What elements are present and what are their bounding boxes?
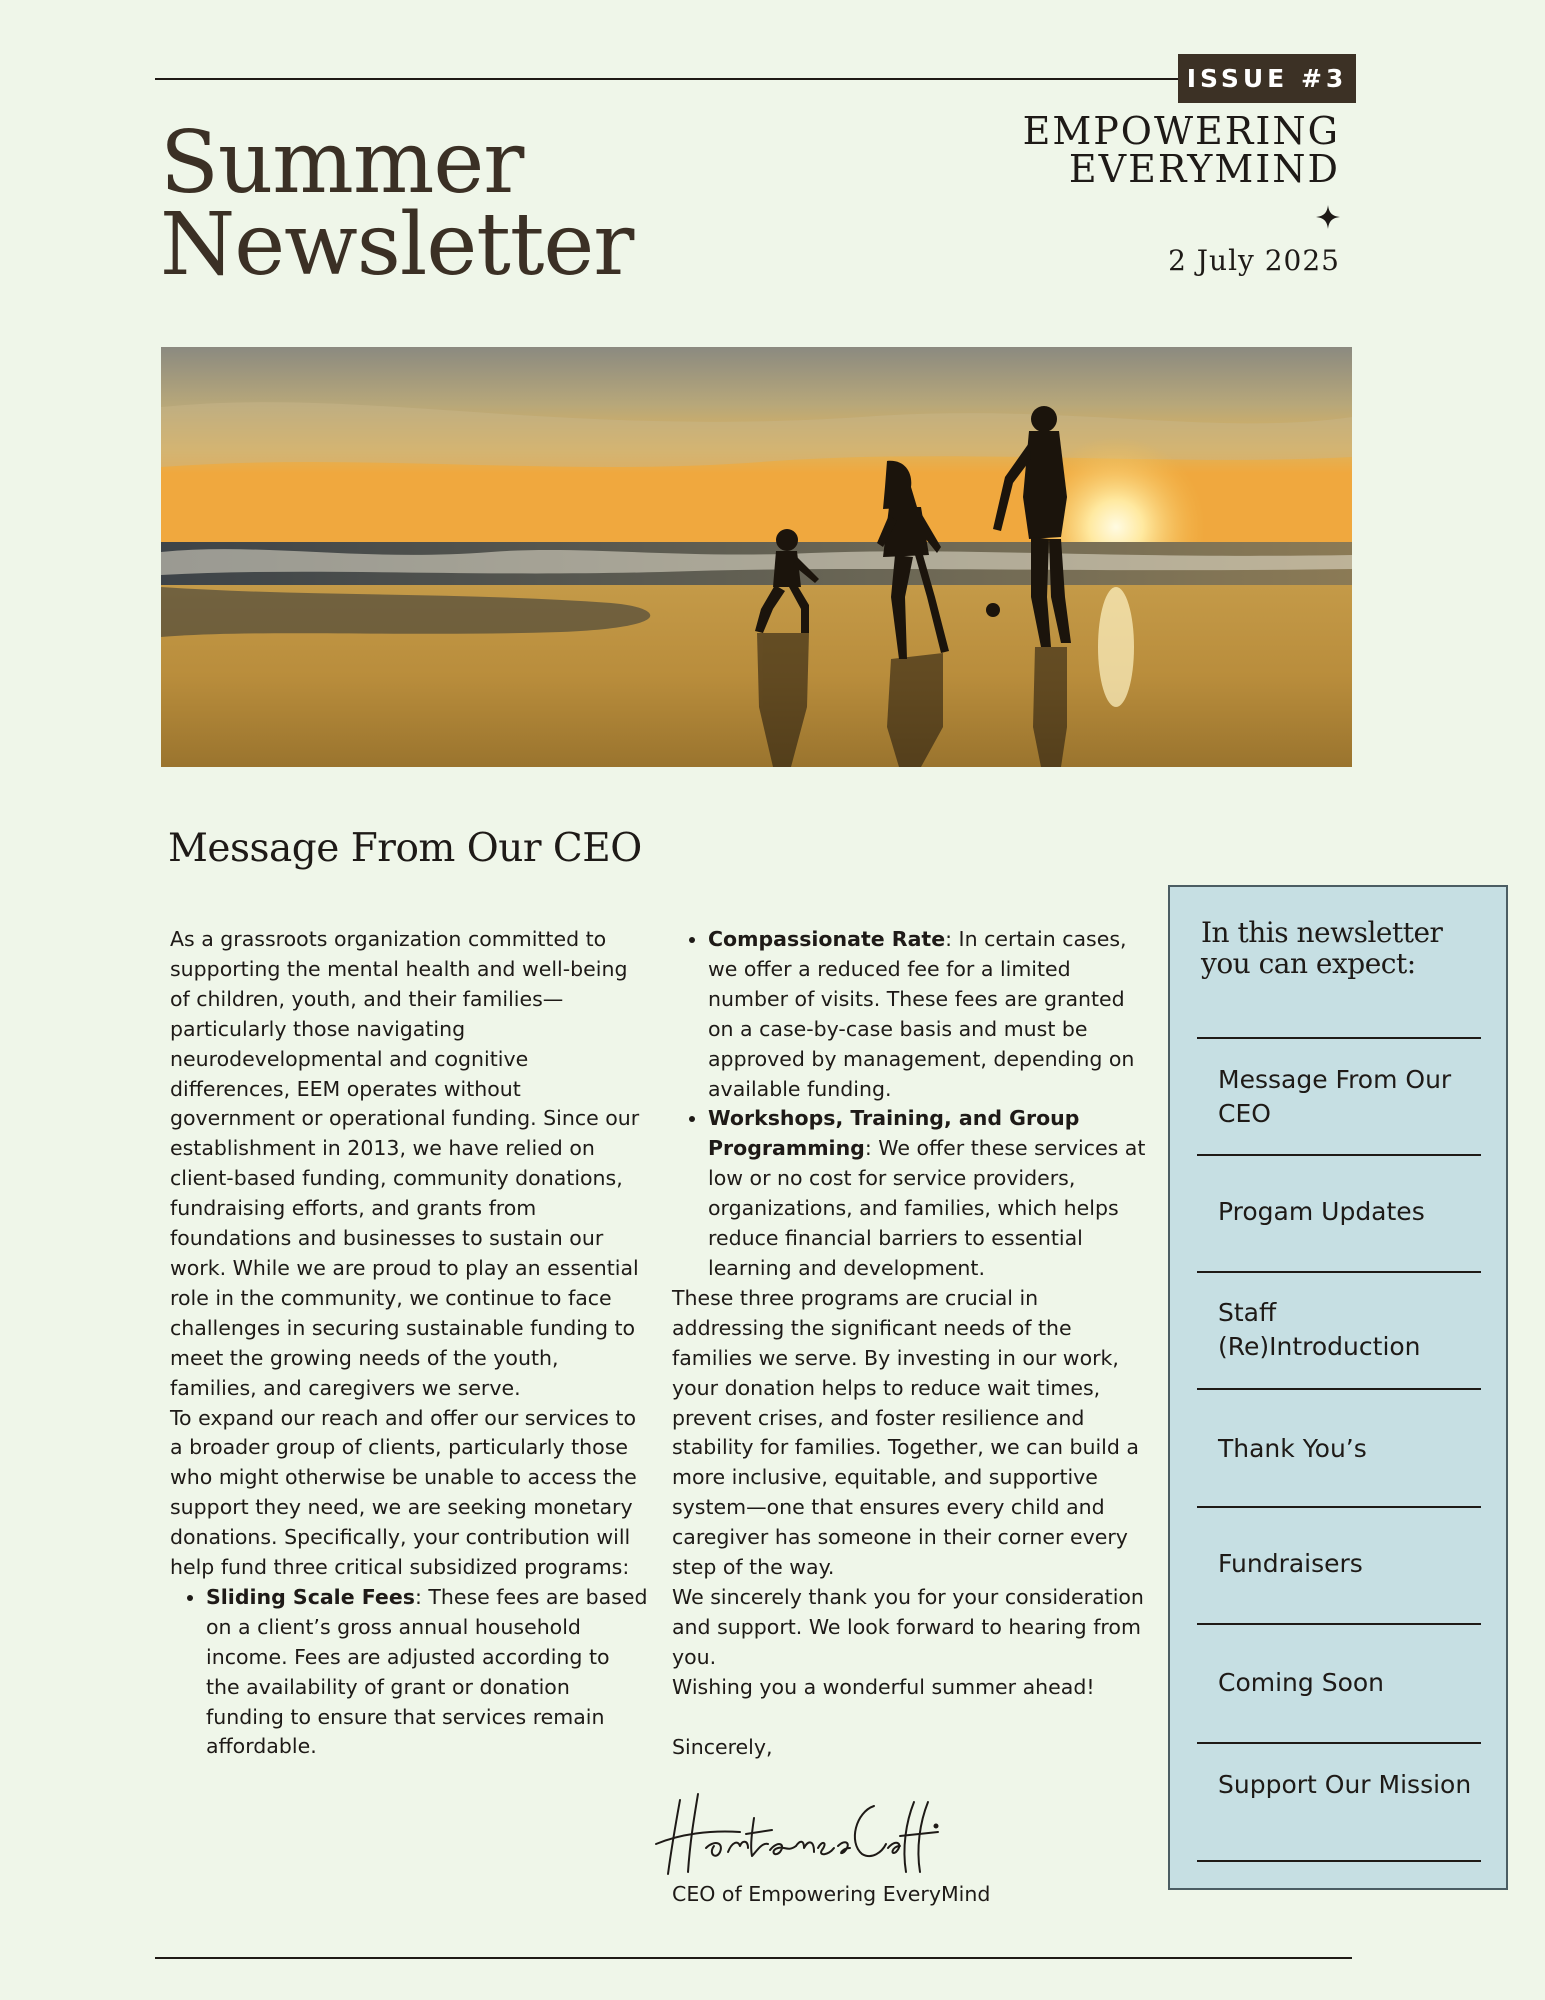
paragraph: We sincerely thank you for your consideration and support. We look forward to hearing from you. bbox=[672, 1584, 1144, 1669]
closing: Sincerely, bbox=[672, 1734, 773, 1759]
handwritten-signature bbox=[650, 1782, 940, 1882]
newsletter-contents-sidebar bbox=[1168, 885, 1508, 1890]
org-name-line-2: EVERYMIND bbox=[1068, 147, 1340, 191]
paragraph: Wishing you a wonderful summer ahead! bbox=[672, 1674, 1095, 1699]
program-list bbox=[672, 925, 1150, 1284]
program-description: : We offer these services at low or no cost for service providers, organizations, and families, which helps reduce financial barriers to essential learning and development. bbox=[708, 1136, 1146, 1280]
paragraph: As a grassroots organization committed to supporting the mental health and well-being of children, youth, and their families—particularly those navigating neurodevelopmental and cognitive differences, EEM operates without government or operational funding. Since our establishment in 2013, we have relied on client-based funding, community donations, fundraising efforts, and grants from foundations and businesses to sustain our work. While we are proud to play an essential role in the community, we continue to face challenges in securing sustainable funding to meet the growing needs of the youth, families, and caregivers we serve. bbox=[170, 927, 640, 1400]
contents-item-thank-yous[interactable]: Thank You’s bbox=[1218, 1434, 1367, 1463]
divider bbox=[1197, 1742, 1481, 1744]
divider bbox=[1197, 1388, 1481, 1390]
divider bbox=[1197, 1623, 1481, 1625]
issue-badge: ISSUE #3 bbox=[1178, 54, 1356, 103]
newsletter-title bbox=[160, 113, 634, 295]
body-column-left bbox=[170, 925, 648, 1762]
list-item bbox=[708, 1104, 1150, 1283]
paragraph: These three programs are crucial in addressing the significant needs of the families we serve. By investing in our work, your donation helps to reduce wait times, prevent crises, and foster resilience and stability for families. Together, we can build a more inclusive, equitable, and supportive system—one that ensures every child and caregiver has someone in their corner every step of the way. bbox=[672, 1285, 1139, 1580]
org-name bbox=[1022, 109, 1340, 191]
sparkle-icon bbox=[1316, 205, 1340, 229]
program-name: Compassionate Rate bbox=[708, 927, 946, 951]
hero-photo bbox=[161, 347, 1352, 767]
signer-title: CEO of Empowering EveryMind bbox=[672, 1882, 991, 1906]
section-heading-ceo-message: Message From Our CEO bbox=[168, 826, 642, 871]
program-name: Workshops, Training, and Group Programming bbox=[708, 1106, 1080, 1161]
divider bbox=[1197, 1037, 1481, 1039]
bottom-divider bbox=[155, 1957, 1352, 1959]
contents-item-fundraisers[interactable]: Fundraisers bbox=[1218, 1549, 1363, 1578]
divider bbox=[1197, 1506, 1481, 1508]
list-item bbox=[708, 925, 1150, 1104]
contents-item-support-our-mission[interactable]: Support Our Mission bbox=[1218, 1770, 1472, 1799]
contents-item-coming-soon[interactable]: Coming Soon bbox=[1218, 1668, 1385, 1697]
program-name: Sliding Scale Fees bbox=[206, 1584, 415, 1609]
top-divider bbox=[155, 78, 1180, 80]
divider bbox=[1197, 1271, 1481, 1273]
list-item bbox=[206, 1583, 648, 1762]
contents-item-ceo-message[interactable]: Message From Our CEO bbox=[1218, 1065, 1452, 1128]
contents-item-program-updates[interactable]: Progam Updates bbox=[1218, 1197, 1425, 1226]
program-description: : In certain cases, we offer a reduced fee for a limited number of visits. These fees are granted on a case-by-case basis and must be approved by management, depending on available funding. bbox=[708, 927, 1135, 1101]
paragraph: To expand our reach and offer our services to a broader group of clients, particularly those who might otherwise be unable to access the support they need, we are seeking monetary donations. Specifically, your contribution will help fund three critical subsidized programs: bbox=[170, 1405, 637, 1580]
issue-date: 2 July 2025 bbox=[1168, 244, 1340, 277]
divider bbox=[1197, 1860, 1481, 1862]
sidebar-heading: In this newsletter you can expect: bbox=[1201, 916, 1443, 980]
body-column-right bbox=[672, 925, 1150, 1762]
program-list bbox=[170, 1583, 648, 1762]
title-line-1: Summer bbox=[160, 113, 524, 213]
divider bbox=[1197, 1154, 1481, 1156]
program-description: : These fees are based on a client’s gross annual household income. Fees are adjusted according to the availability of grant or donation funding to ensure that services remain affordable. bbox=[206, 1584, 648, 1759]
title-line-2: Newsletter bbox=[160, 195, 634, 295]
contents-item-staff-reintroduction[interactable]: Staff (Re)Introduction bbox=[1218, 1298, 1421, 1361]
org-name-line-1: EMPOWERING bbox=[1022, 109, 1340, 153]
